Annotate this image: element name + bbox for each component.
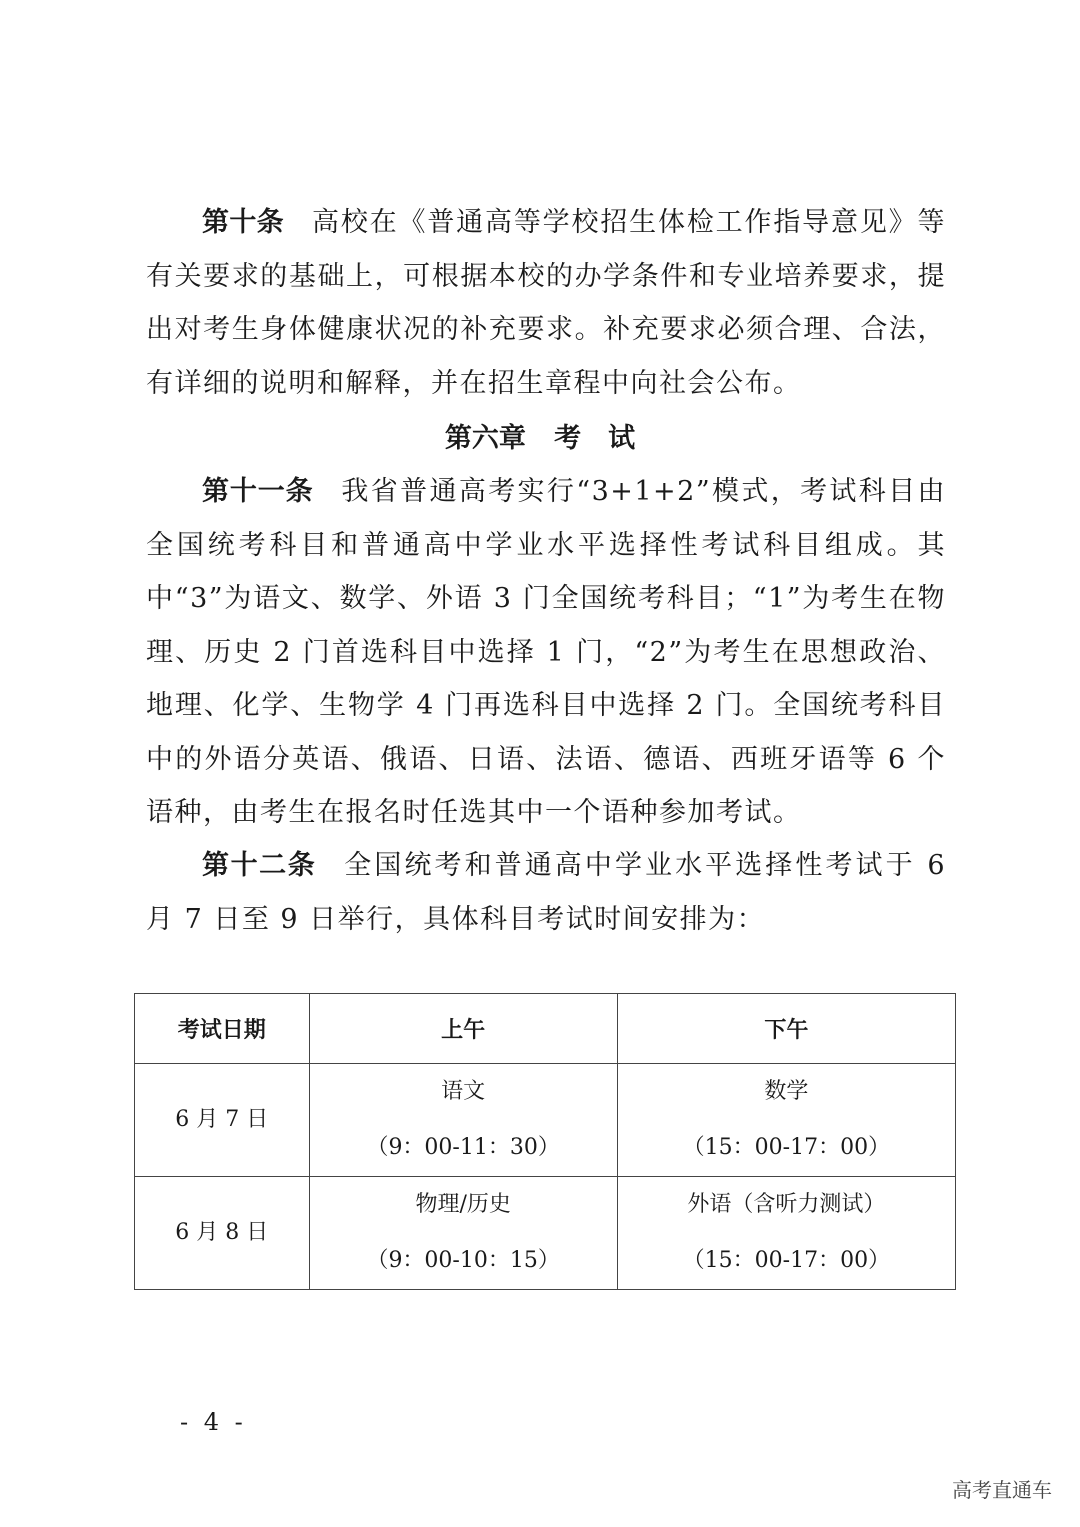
article-10-heading: 第十条 <box>202 207 284 238</box>
watermark: 高考直通车 <box>952 1478 1052 1502</box>
date-cell: 6 月 7 日 <box>135 1064 310 1177</box>
time-range: （15：00-17：00） <box>682 1248 891 1273</box>
article-12-text: 全国统考和普通高中学业水平选择性考试于 6 月 7 日至 9 日举行，具体科目考试时间安排为： <box>146 850 947 935</box>
time-range: （15：00-17：00） <box>682 1135 891 1160</box>
article-12-heading: 第十二条 <box>202 850 317 881</box>
afternoon-cell <box>617 1064 955 1177</box>
exam-schedule-table <box>134 993 956 1290</box>
chapter-title: 考 试 <box>554 423 636 454</box>
article-10 <box>146 196 946 410</box>
article-10-text: 高校在《普通高等学校招生体检工作指导意见》等有关要求的基础上，可根据本校的办学条件和专业培养要求，提出对考生身体健康状况的补充要求。补充要求必须合理、合法，有详细的说明和解释，并在招生章程中向社会公布。 <box>146 207 946 399</box>
table-header-row <box>135 994 956 1064</box>
chapter-number: 第六章 <box>444 423 526 454</box>
morning-cell <box>309 1177 617 1290</box>
subject: 语文 <box>441 1079 486 1104</box>
subject: 数学 <box>764 1079 809 1104</box>
article-11 <box>146 465 946 840</box>
subject: 物理/历史 <box>415 1192 511 1217</box>
table-row <box>135 1064 956 1177</box>
header-afternoon: 下午 <box>617 994 955 1064</box>
article-11-text: 我省普通高考实行“3+1+2”模式，考试科目由全国统考科目和普通高中学业水平选择性考试科目组成。其中“3”为语文、数学、外语 3 门全国统考科目；“1”为考生在物理、历史 2 门首选科目中选择 1 门，“2”为考生在思想政治、地理、化学、生物学 4 门再选科目中选择 2 门。全国统考科目中的外语分英语、俄语、日语、法语、德语、西班牙语等 6 个语种，由考生在报名时任选其中一个语种参加考试。 <box>146 476 946 828</box>
header-date: 考试日期 <box>135 994 310 1064</box>
morning-cell <box>309 1064 617 1177</box>
subject: 外语（含听力测试） <box>687 1192 886 1217</box>
time-range: （9：00-11：30） <box>366 1135 560 1160</box>
table-row <box>135 1177 956 1290</box>
page-number: - 4 - <box>180 1408 247 1436</box>
time-range: （9：00-10：15） <box>366 1248 560 1273</box>
article-11-heading: 第十一条 <box>202 476 314 507</box>
header-morning: 上午 <box>309 994 617 1064</box>
article-12 <box>146 839 946 946</box>
date-cell: 6 月 8 日 <box>135 1177 310 1290</box>
chapter-heading <box>0 412 1080 465</box>
afternoon-cell <box>617 1177 955 1290</box>
